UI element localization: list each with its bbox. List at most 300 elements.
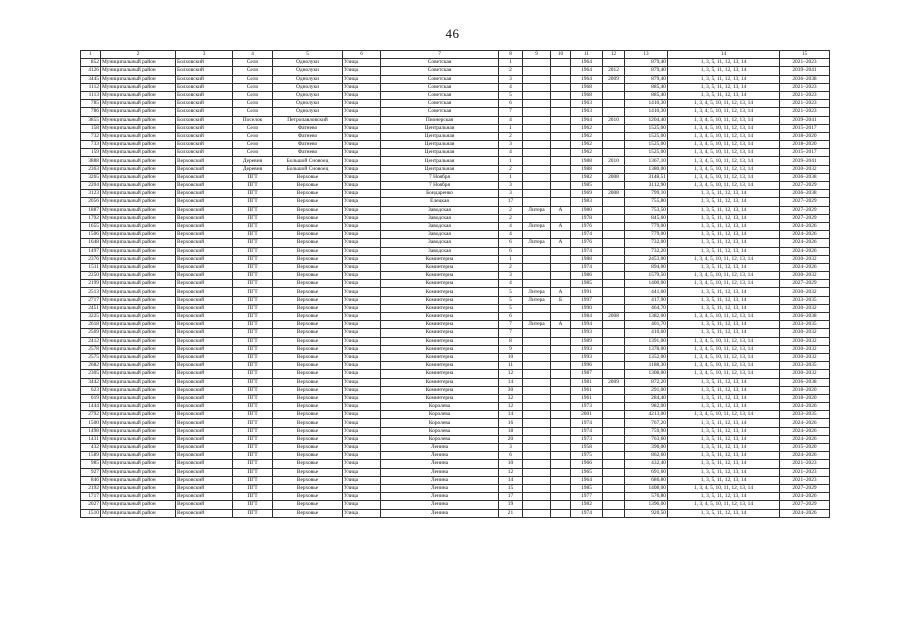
table-cell: 2030–2032 — [780, 255, 830, 263]
table-cell: ПГТ — [233, 296, 273, 304]
table-cell: Петропавловский — [273, 116, 343, 124]
table-cell — [603, 353, 625, 361]
table-cell: Муниципальный район — [101, 272, 176, 280]
table-cell: Верховье — [273, 222, 343, 230]
table-cell: Улица — [343, 501, 381, 509]
table-cell: ПГТ — [233, 370, 273, 378]
table-cell — [603, 247, 625, 255]
table-cell: 2027–2029 — [780, 198, 830, 206]
table-cell: Муниципальный район — [101, 394, 176, 402]
table-cell: 3148,51 — [625, 173, 668, 181]
table-cell: Верховье — [273, 206, 343, 214]
table-cell — [551, 255, 571, 263]
table-cell: Болховский — [176, 100, 233, 108]
table-cell — [523, 419, 551, 427]
table-cell: 7 Ноября — [381, 182, 499, 190]
table-cell — [551, 100, 571, 108]
table-cell: 2618 — [81, 321, 101, 329]
table-cell — [551, 165, 571, 173]
table-cell: Коминтерна — [381, 272, 499, 280]
table-cell: 1, 3, 5, 11, 12, 13, 14 — [668, 59, 780, 67]
table-cell — [551, 386, 571, 394]
table-cell: Село — [233, 132, 273, 140]
table-cell: Верховский — [176, 362, 233, 370]
table-cell: 2 — [499, 132, 523, 140]
table-cell: ПГТ — [233, 394, 273, 402]
table-cell: Ленина — [381, 493, 499, 501]
table-cell — [551, 501, 571, 509]
table-cell: ПГТ — [233, 476, 273, 484]
table-cell — [603, 83, 625, 91]
table-cell — [523, 452, 551, 460]
table-cell: 1966 — [571, 460, 603, 468]
table-cell — [603, 493, 625, 501]
column-number-cell: 3 — [176, 51, 233, 59]
table-cell — [551, 427, 571, 435]
table-cell: 2030–2032 — [780, 304, 830, 312]
table-cell: 686,80 — [625, 476, 668, 484]
table-cell: Коминтерна — [381, 296, 499, 304]
table-cell: Верховский — [176, 476, 233, 484]
table-cell: 1, 3, 5, 11, 12, 13, 14 — [668, 329, 780, 337]
table-row — [81, 509, 830, 517]
table-cell: 1974 — [571, 247, 603, 255]
table-cell: Большой Сновоец — [273, 165, 343, 173]
table-cell: Верховский — [176, 222, 233, 230]
table-cell — [523, 263, 551, 271]
table-cell: Ленина — [381, 509, 499, 517]
table-cell: Болховский — [176, 91, 233, 99]
table-cell: 2039–2041 — [780, 67, 830, 75]
table-cell: Литера — [523, 321, 551, 329]
table-cell: 1982 — [571, 501, 603, 509]
table-cell — [551, 403, 571, 411]
table-cell: 1, 3, 5, 11, 12, 13, 14 — [668, 378, 780, 386]
table-cell: Коминтерна — [381, 394, 499, 402]
table-cell: 1, 3, 5, 11, 12, 13, 14 — [668, 206, 780, 214]
table-cell: Королева — [381, 403, 499, 411]
table-cell: Село — [233, 59, 273, 67]
table-cell: Верховский — [176, 403, 233, 411]
table-cell: Верховье — [273, 378, 343, 386]
table-cell: 5 — [499, 288, 523, 296]
table-cell — [603, 59, 625, 67]
table-cell: 1, 3, 5, 11, 12, 13, 14 — [668, 296, 780, 304]
table-cell: 2030–2032 — [780, 337, 830, 345]
table-cell — [551, 59, 571, 67]
table-cell — [551, 132, 571, 140]
table-cell: 2451 — [81, 304, 101, 312]
table-cell: ПГТ — [233, 313, 273, 321]
table-cell: Королева — [381, 427, 499, 435]
table-cell: Село — [233, 100, 273, 108]
table-cell: Муниципальный район — [101, 124, 176, 132]
table-row — [81, 427, 830, 435]
table-cell: ПГТ — [233, 231, 273, 239]
table-row — [81, 435, 830, 443]
table-cell: 767,20 — [625, 419, 668, 427]
table-cell: Улица — [343, 157, 381, 165]
table-cell: 1 — [499, 124, 523, 132]
table-cell — [603, 239, 625, 247]
table-cell: 2036–2038 — [780, 190, 830, 198]
table-cell: Коминтерна — [381, 280, 499, 288]
table-cell — [603, 435, 625, 443]
table-cell: 2018–2020 — [780, 141, 830, 149]
table-row — [81, 484, 830, 492]
table-cell — [523, 444, 551, 452]
table-row — [81, 190, 830, 198]
table-cell: Верховский — [176, 313, 233, 321]
table-cell: Верховье — [273, 493, 343, 501]
table-row — [81, 91, 830, 99]
table-cell — [551, 263, 571, 271]
table-cell: Улица — [343, 394, 381, 402]
table-cell: 2 — [499, 67, 523, 75]
table-cell: 879,40 — [625, 59, 668, 67]
table-cell: Муниципальный район — [101, 288, 176, 296]
table-cell: Болховский — [176, 59, 233, 67]
table-cell: Верховье — [273, 468, 343, 476]
table-cell — [551, 444, 571, 452]
table-cell: Верховский — [176, 157, 233, 165]
table-cell: Центральная — [381, 132, 499, 140]
table-cell: 417,90 — [625, 296, 668, 304]
table-cell: Муниципальный район — [101, 247, 176, 255]
table-cell: 763,60 — [625, 435, 668, 443]
table-cell: Верховский — [176, 280, 233, 288]
table-cell: 1579,50 — [625, 272, 668, 280]
table-row — [81, 214, 830, 222]
table-cell: Ленина — [381, 452, 499, 460]
table-cell: 1962 — [571, 124, 603, 132]
table-cell: Верховье — [273, 255, 343, 263]
table-cell: 1963 — [571, 108, 603, 116]
table-cell: 2001 — [571, 411, 603, 419]
table-cell: 2024–2026 — [780, 263, 830, 271]
table-cell: Муниципальный район — [101, 337, 176, 345]
table-cell: Верховье — [273, 345, 343, 353]
table-cell: Улица — [343, 83, 381, 91]
table-cell: Верховье — [273, 272, 343, 280]
table-cell: 441,60 — [625, 288, 668, 296]
table-cell: Однолуки — [273, 59, 343, 67]
table-cell: Муниципальный район — [101, 108, 176, 116]
table-cell: 1, 3, 5, 11, 12, 13, 14 — [668, 231, 780, 239]
table-cell: 927 — [81, 468, 101, 476]
table-cell: Верховский — [176, 394, 233, 402]
table-cell: 4 — [499, 149, 523, 157]
table-cell: Муниципальный район — [101, 468, 176, 476]
table-cell — [551, 329, 571, 337]
table-cell: 732 — [81, 132, 101, 140]
table-cell — [603, 288, 625, 296]
table-cell — [551, 124, 571, 132]
table-cell: 1, 3, 4, 5, 10, 11, 12, 13, 14 — [668, 157, 780, 165]
table-cell: Верховье — [273, 427, 343, 435]
table-cell: 1525,00 — [625, 124, 668, 132]
table-cell — [603, 452, 625, 460]
table-cell — [523, 182, 551, 190]
table-cell — [551, 141, 571, 149]
table-cell — [523, 493, 551, 501]
table-cell: 1382,00 — [625, 313, 668, 321]
table-cell: 1, 3, 5, 11, 12, 13, 14 — [668, 509, 780, 517]
table-cell: 2 — [499, 206, 523, 214]
table-cell: Верховский — [176, 190, 233, 198]
table-cell: Улица — [343, 329, 381, 337]
table-cell: Муниципальный район — [101, 231, 176, 239]
table-cell: 2030–2032 — [780, 370, 830, 378]
table-cell: Коминтерна — [381, 386, 499, 394]
table-cell: Верховский — [176, 182, 233, 190]
table-cell — [551, 272, 571, 280]
table-cell: 1, 3, 5, 11, 12, 13, 14 — [668, 222, 780, 230]
table-cell: 1378,00 — [625, 345, 668, 353]
table-cell: 12 — [499, 403, 523, 411]
table-cell: 284,40 — [625, 394, 668, 402]
table-cell: Улица — [343, 198, 381, 206]
table-cell: Фатнево — [273, 124, 343, 132]
table-row — [81, 165, 830, 173]
table-cell: 1, 3, 5, 11, 12, 13, 14 — [668, 304, 780, 312]
table-cell: 2027–2029 — [780, 484, 830, 492]
table-cell: 1887 — [81, 206, 101, 214]
table-cell — [551, 67, 571, 75]
table-cell: 1974 — [571, 231, 603, 239]
table-cell — [523, 345, 551, 353]
table-cell: 3 — [499, 182, 523, 190]
table-cell: 2036–2038 — [780, 378, 830, 386]
table-cell: 2412 — [81, 337, 101, 345]
table-cell: Ленина — [381, 501, 499, 509]
table-cell: Верховье — [273, 263, 343, 271]
table-cell: 2021–2023 — [780, 476, 830, 484]
table-cell: Болховский — [176, 124, 233, 132]
table-cell: 7 — [499, 321, 523, 329]
table-cell: Ленина — [381, 444, 499, 452]
table-cell: Заводская — [381, 239, 499, 247]
table-cell: 4213,00 — [625, 411, 668, 419]
table-cell — [603, 419, 625, 427]
table-cell: 799,10 — [625, 190, 668, 198]
table-cell — [551, 108, 571, 116]
table-cell: 2024–2026 — [780, 239, 830, 247]
table-cell: 1964 — [571, 476, 603, 484]
table-cell: Коминтерна — [381, 255, 499, 263]
table-cell: Верховье — [273, 214, 343, 222]
table-cell: 1, 3, 5, 11, 12, 13, 14 — [668, 394, 780, 402]
table-cell: Однолуки — [273, 75, 343, 83]
table-cell — [523, 329, 551, 337]
table-cell: 3855 — [81, 116, 101, 124]
table-cell: Муниципальный район — [101, 182, 176, 190]
table-cell: ПГТ — [233, 435, 273, 443]
table-cell: Муниципальный район — [101, 435, 176, 443]
table-cell: 10 — [499, 460, 523, 468]
table-cell: Улица — [343, 231, 381, 239]
table-cell: Поселок — [233, 116, 273, 124]
table-cell — [603, 91, 625, 99]
table-cell: 2009 — [603, 378, 625, 386]
table-cell: Улица — [343, 313, 381, 321]
table-cell — [551, 231, 571, 239]
table-cell: Верховский — [176, 255, 233, 263]
column-number-cell: 5 — [273, 51, 343, 59]
table-cell: 2033–2035 — [780, 411, 830, 419]
table-cell: Улица — [343, 272, 381, 280]
table-cell: ПГТ — [233, 509, 273, 517]
table-cell: 2024–2026 — [780, 452, 830, 460]
table-cell: 2199 — [81, 280, 101, 288]
table-cell — [551, 460, 571, 468]
table-cell: 1994 — [571, 321, 603, 329]
table-cell: ПГТ — [233, 378, 273, 386]
table-row — [81, 247, 830, 255]
table-cell — [523, 353, 551, 361]
column-number-cell: 2 — [101, 51, 176, 59]
table-cell: 4 — [499, 231, 523, 239]
table-cell: Верховский — [176, 198, 233, 206]
table-cell: Муниципальный район — [101, 296, 176, 304]
table-cell — [523, 255, 551, 263]
table-cell: Верховский — [176, 509, 233, 517]
table-cell: 1, 3, 4, 5, 10, 11, 12, 13, 14 — [668, 370, 780, 378]
table-cell: Верховье — [273, 337, 343, 345]
table-row — [81, 280, 830, 288]
table-cell: 1, 3, 5, 11, 12, 13, 14 — [668, 435, 780, 443]
table-cell: ПГТ — [233, 222, 273, 230]
table-cell: 1988 — [571, 255, 603, 263]
table-cell — [523, 272, 551, 280]
table-cell: Однолуки — [273, 83, 343, 91]
table-cell: ПГТ — [233, 362, 273, 370]
table-cell: Улица — [343, 321, 381, 329]
table-cell: 1, 3, 4, 5, 10, 11, 12, 13, 14 — [668, 141, 780, 149]
table-cell: ПГТ — [233, 493, 273, 501]
table-row — [81, 493, 830, 501]
table-cell: Муниципальный район — [101, 263, 176, 271]
table-cell — [551, 378, 571, 386]
table-cell: Верховье — [273, 444, 343, 452]
table-cell: 2027–2029 — [780, 280, 830, 288]
table-cell — [603, 124, 625, 132]
table-cell: Большой Сновоец — [273, 157, 343, 165]
table-cell: ПГТ — [233, 190, 273, 198]
table-cell: Улица — [343, 468, 381, 476]
table-cell: 2008 — [603, 173, 625, 181]
table-cell: Ленина — [381, 460, 499, 468]
table-cell: 1985 — [571, 484, 603, 492]
table-cell — [551, 493, 571, 501]
table-cell — [523, 100, 551, 108]
table-cell: 985 — [81, 460, 101, 468]
table-cell: 1996 — [571, 362, 603, 370]
table-cell: Центральная — [381, 165, 499, 173]
table-cell — [603, 468, 625, 476]
table-cell: Село — [233, 75, 273, 83]
table-cell: Верховский — [176, 173, 233, 181]
table-cell: 1964 — [571, 116, 603, 124]
table-cell: Верховье — [273, 190, 343, 198]
table-cell — [523, 59, 551, 67]
column-number-cell: 8 — [499, 51, 523, 59]
table-cell: 17 — [499, 493, 523, 501]
table-cell: Муниципальный район — [101, 100, 176, 108]
table-cell: ПГТ — [233, 288, 273, 296]
table-cell: Улица — [343, 386, 381, 394]
table-cell: 2027–2029 — [780, 206, 830, 214]
table-cell — [603, 329, 625, 337]
table-cell: Верховский — [176, 239, 233, 247]
table-cell: Муниципальный район — [101, 83, 176, 91]
table-cell: Муниципальный район — [101, 452, 176, 460]
table-cell: 1510 — [81, 509, 101, 517]
table-row — [81, 263, 830, 271]
table-cell: 1968 — [571, 83, 603, 91]
table-cell: 1408,00 — [625, 484, 668, 492]
table-cell: Верховье — [273, 288, 343, 296]
table-cell: 2021–2023 — [780, 100, 830, 108]
table-cell: 21 — [499, 509, 523, 517]
table-cell: 2024–2026 — [780, 222, 830, 230]
table-cell: 1982 — [571, 173, 603, 181]
table-cell — [603, 222, 625, 230]
table-cell: 4 — [499, 116, 523, 124]
table-cell: Муниципальный район — [101, 173, 176, 181]
table-cell: 2039–2041 — [780, 116, 830, 124]
table-cell: 1, 3, 4, 5, 10, 11, 12, 13, 14 — [668, 411, 780, 419]
table-cell: Верховье — [273, 394, 343, 402]
table-cell: Королева — [381, 411, 499, 419]
table-cell: Верховский — [176, 435, 233, 443]
table-cell: 920,50 — [625, 509, 668, 517]
table-cell: 4126 — [81, 67, 101, 75]
table-cell: ПГТ — [233, 501, 273, 509]
table-row — [81, 149, 830, 157]
table-cell: Муниципальный район — [101, 460, 176, 468]
table-cell: Верховский — [176, 501, 233, 509]
table-cell: 1968 — [571, 91, 603, 99]
table-cell: 1, 3, 4, 5, 10, 11, 12, 13, 14 — [668, 255, 780, 263]
table-row — [81, 173, 830, 181]
table-cell — [603, 444, 625, 452]
table-cell: А — [551, 321, 571, 329]
table-cell: Улица — [343, 239, 381, 247]
table-cell: Коминтерна — [381, 362, 499, 370]
table-cell: 2305 — [81, 370, 101, 378]
table-cell — [603, 460, 625, 468]
table-cell: 1974 — [571, 427, 603, 435]
table-cell: 32 — [499, 394, 523, 402]
table-cell: 1, 3, 5, 11, 12, 13, 14 — [668, 288, 780, 296]
table-cell: 2027–2029 — [780, 214, 830, 222]
column-number-cell: 7 — [381, 51, 499, 59]
table-cell: 2036–2038 — [780, 75, 830, 83]
table-cell: Муниципальный район — [101, 403, 176, 411]
table-cell: Б — [551, 296, 571, 304]
table-row — [81, 378, 830, 386]
table-cell: 576,80 — [625, 493, 668, 501]
table-cell: 1962 — [571, 132, 603, 140]
table-cell: 1, 3, 5, 11, 12, 13, 14 — [668, 493, 780, 501]
table-cell: 1, 3, 4, 5, 10, 11, 12, 13, 14 — [668, 100, 780, 108]
table-cell: Муниципальный район — [101, 75, 176, 83]
table-row — [81, 321, 830, 329]
table-cell: 2682 — [81, 362, 101, 370]
table-cell: 5 — [499, 91, 523, 99]
table-cell: Улица — [343, 296, 381, 304]
